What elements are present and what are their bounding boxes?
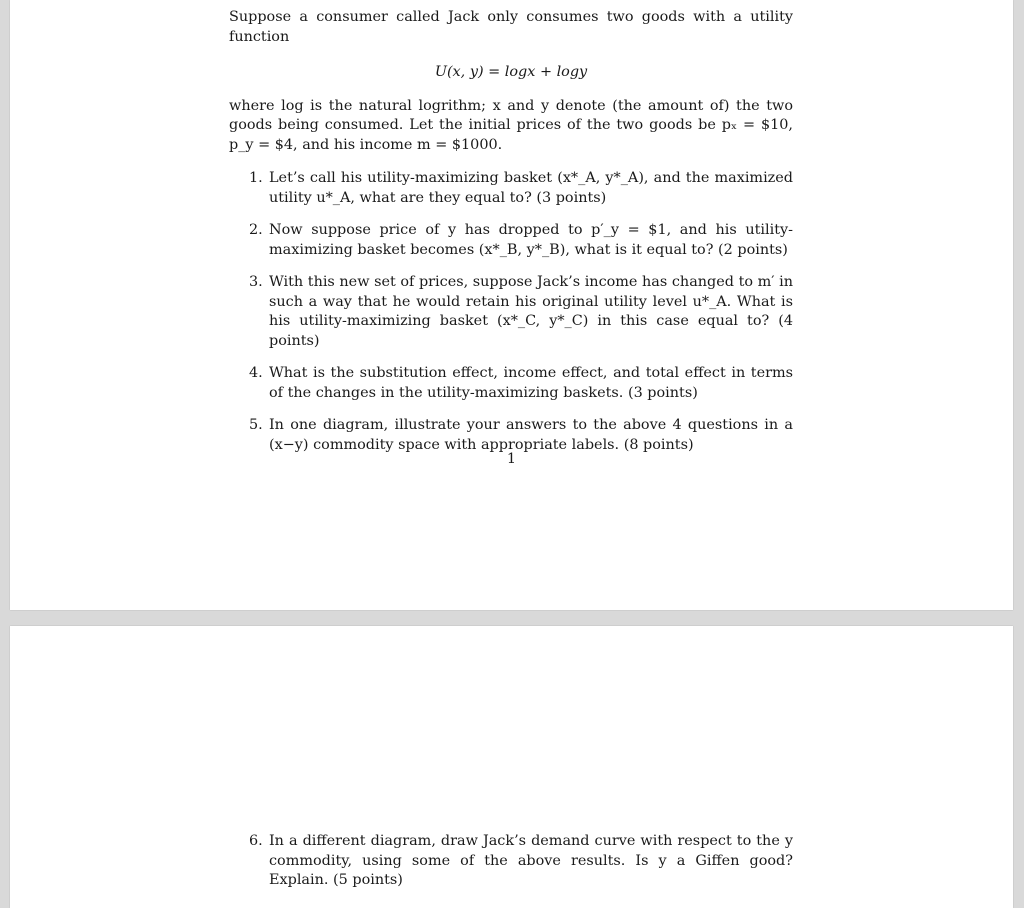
- page-1-content: [229, 8, 793, 468]
- page-number: 1: [506, 451, 517, 467]
- question-item-2: [229, 221, 793, 260]
- question-text: Now suppose price of y has dropped to p′_y = $1, and his utility-maximizing basket becomes (x*_B, y*_B), what is it equal to? (2 points): [269, 222, 793, 258]
- question-number: 6.: [249, 833, 263, 849]
- question-item-3: [229, 273, 793, 351]
- description-paragraph: where log is the natural logrithm; x and y denote (the amount of) the two goods being consumed. Let the initial prices of the two goods be pₓ = $10, p_y = $4, and his income m = $1000.: [229, 97, 793, 153]
- question-number: 2.: [249, 222, 263, 238]
- question-text: Let’s call his utility-maximizing basket (x*_A, y*_A), and the maximized utility u*_A, what are they equal to? (3 points): [269, 170, 793, 206]
- document-page-2: [10, 626, 1013, 908]
- question-text: What is the substitution effect, income effect, and total effect in terms of the changes in the utility-maximizing baskets. (3 points): [269, 365, 793, 401]
- question-item-6: [229, 832, 793, 891]
- utility-formula: U(x, y) = logx + logy: [434, 64, 588, 80]
- question-list-page-2: [229, 832, 793, 891]
- question-item-1: [229, 169, 793, 208]
- question-text: In one diagram, illustrate your answers to the above 4 questions in a (x−y) commodity space with appropriate labels. (8 points): [269, 417, 793, 453]
- question-number: 1.: [249, 170, 263, 186]
- document-page-1: [10, 0, 1013, 610]
- intro-paragraph: Suppose a consumer called Jack only consumes two goods with a utility function: [229, 9, 793, 45]
- question-number: 5.: [249, 417, 263, 433]
- question-text: With this new set of prices, suppose Jack’s income has changed to m′ in such a way that he would retain his original utility level u*_A. What is his utility-maximizing basket (x*_C, y*_C) in this case equal to? (4 points): [269, 274, 793, 349]
- question-list: [229, 169, 793, 455]
- question-number: 4.: [249, 365, 263, 381]
- question-number: 3.: [249, 274, 263, 290]
- question-item-4: [229, 364, 793, 403]
- question-text: In a different diagram, draw Jack’s demand curve with respect to the y commodity, using some of the above results. Is y a Giffen good? Explain. (5 points): [269, 833, 793, 888]
- question-item-5: [229, 416, 793, 455]
- page-2-content: [229, 832, 793, 904]
